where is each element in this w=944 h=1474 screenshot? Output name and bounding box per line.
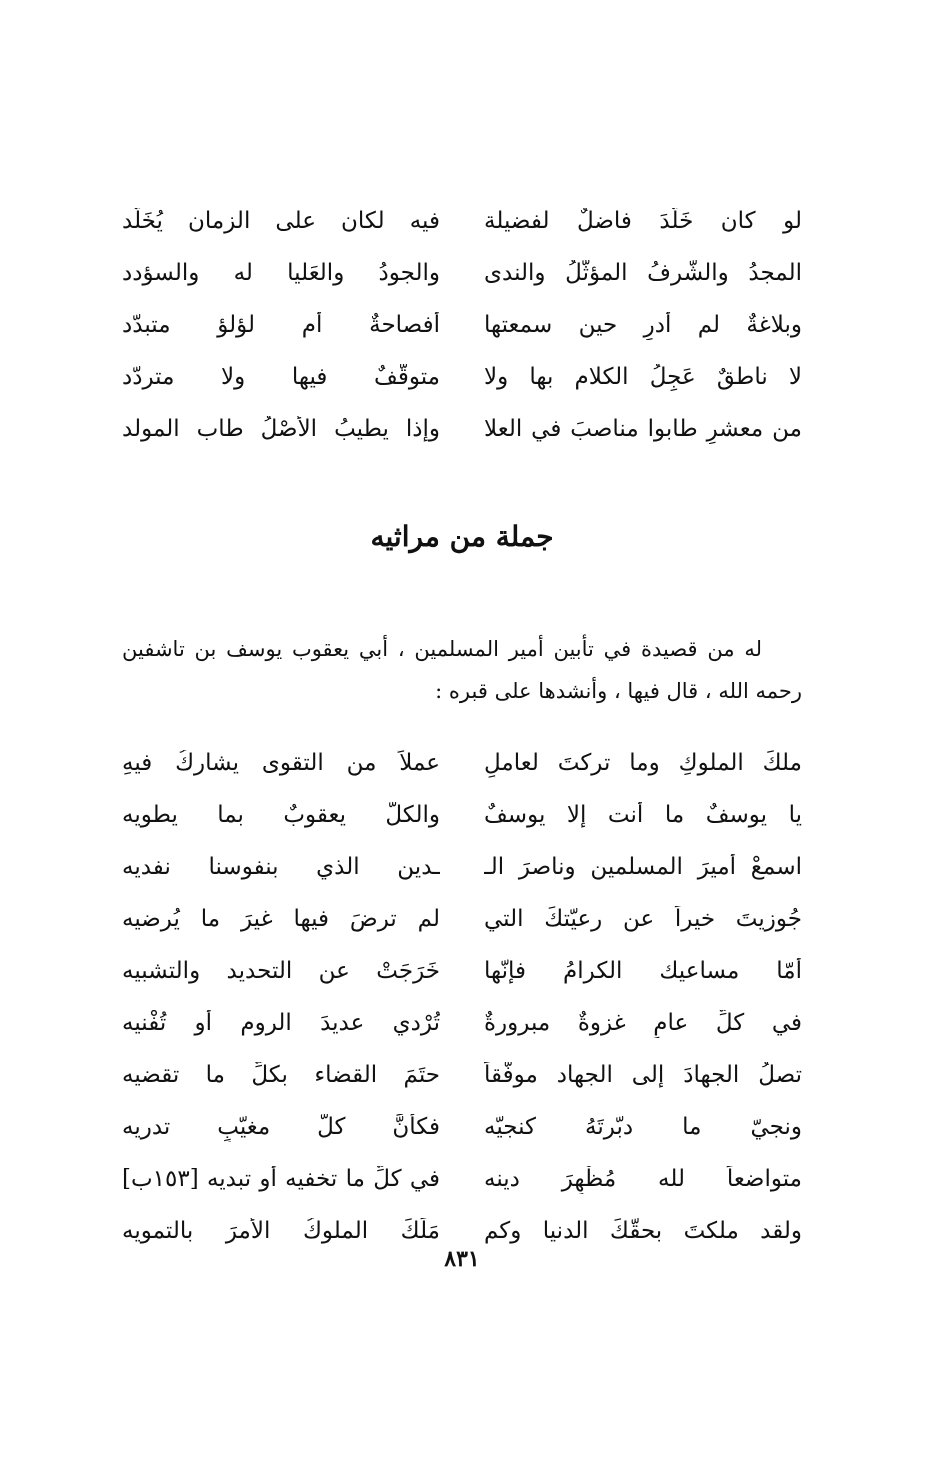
- first-hemistich: اسمعْ أميرَ المسلمين وناصرَ الـ: [484, 854, 802, 881]
- first-hemistich: المجدُ والشّرفُ المؤثّلُ والندى: [484, 260, 802, 287]
- section-heading: جملة من مراثيه: [370, 520, 554, 553]
- verse-line: [122, 404, 802, 456]
- verse-line: [122, 300, 802, 352]
- second-hemistich: عملاً من التقوى يشاركُ فيهِ: [122, 750, 440, 777]
- second-hemistich: خَرَجَتْ عن التحديد والتشبيه: [122, 958, 440, 985]
- first-hemistich: من معشرٍ طابوا مناصبَ في العلا: [484, 416, 802, 443]
- verse-line: [122, 998, 802, 1050]
- second-hemistich: مَلَكَ الملوكُ الأمرَ بالتمويه: [122, 1218, 440, 1245]
- verse-line: [122, 1154, 802, 1206]
- page-number: ٨٣١: [444, 1246, 480, 1272]
- verse-line: [122, 790, 802, 842]
- intro-paragraph: له من قصيدة في تأبين أمير المسلمين ، أبي يعقوب يوسف بن تاشفين رحمه الله ، قال فيها ، وأنشدها على قبره :: [122, 637, 802, 703]
- second-hemistich: وإذا يطيبُ الأصْلُ طاب المولد: [122, 416, 440, 443]
- first-hemistich: ونجيّ ما دبّرتَهُ كنجيّه: [484, 1114, 802, 1141]
- verse-line: [122, 1050, 802, 1102]
- second-hemistich: متوقّفٌ فيها ولا متردّد: [122, 364, 440, 391]
- verse-line: [122, 842, 802, 894]
- second-hemistich: تُرْدي عديدَ الروم أو تُفْنيه: [122, 1010, 440, 1037]
- second-hemistich: لم ترضَ فيها غيرَ ما يُرضيه: [122, 906, 440, 933]
- second-hemistich: حتَمَ القضاء بكلِّ ما تقضيه: [122, 1062, 440, 1089]
- first-hemistich: يا يوسفٌ ما أنت إلا يوسفٌ: [484, 802, 802, 829]
- first-hemistich: أمّا مساعيك الكرامُ فإنّها: [484, 958, 802, 985]
- first-hemistich: ملكَ الملوكِ وما تركتَ لعاملٍ: [484, 750, 802, 777]
- first-hemistich: في كلِّ عامٍ غزوةٌ مبرورةٌ: [484, 1010, 802, 1037]
- poem-elegy: [122, 738, 802, 1258]
- verse-line: [122, 196, 802, 248]
- first-hemistich: ولقد ملكتَ بحقّكَ الدنيا وكم: [484, 1218, 802, 1245]
- first-hemistich: جُوزيتَ خيراً عن رعيّتكَ التي: [484, 906, 802, 933]
- second-hemistich: والجودُ والعَليا له والسؤدد: [122, 260, 440, 287]
- verse-line: [122, 946, 802, 998]
- first-hemistich: متواضعاً لله مُظْهِرَ دينه: [484, 1166, 802, 1193]
- verse-line: [122, 248, 802, 300]
- first-hemistich: لو كان خَلَّدَ فاضلٌ لفضيلة: [484, 208, 802, 235]
- second-hemistich: ـدين الذي بنفوسنا نفديه: [122, 854, 440, 881]
- first-hemistich: وبلاغةٌ لم أدرِ حين سمعتها: [484, 312, 802, 339]
- verse-line: [122, 738, 802, 790]
- poem-top: [122, 196, 802, 456]
- second-hemistich: أفصاحةٌ أم لؤلؤ متبدّد: [122, 312, 440, 339]
- second-hemistich: فيه لكان على الزمان يُخَلَّد: [122, 208, 440, 235]
- verse-line: [122, 352, 802, 404]
- second-hemistich: والكلُّ يعقوبٌ بما يطويه: [122, 802, 440, 829]
- first-hemistich: تصلُ الجهادَ إلى الجهاد موفّقاً: [484, 1062, 802, 1089]
- first-hemistich: لا ناطقٌ عَجِلُ الكلام بها ولا: [484, 364, 802, 391]
- verse-line: [122, 894, 802, 946]
- second-hemistich: فكأنَّ كلَّ مغيّبٍ تدريه: [122, 1114, 440, 1141]
- verse-line: [122, 1102, 802, 1154]
- second-hemistich: في كلِّ ما تخفيه أو تبديه [١٥٣ب]: [122, 1166, 440, 1193]
